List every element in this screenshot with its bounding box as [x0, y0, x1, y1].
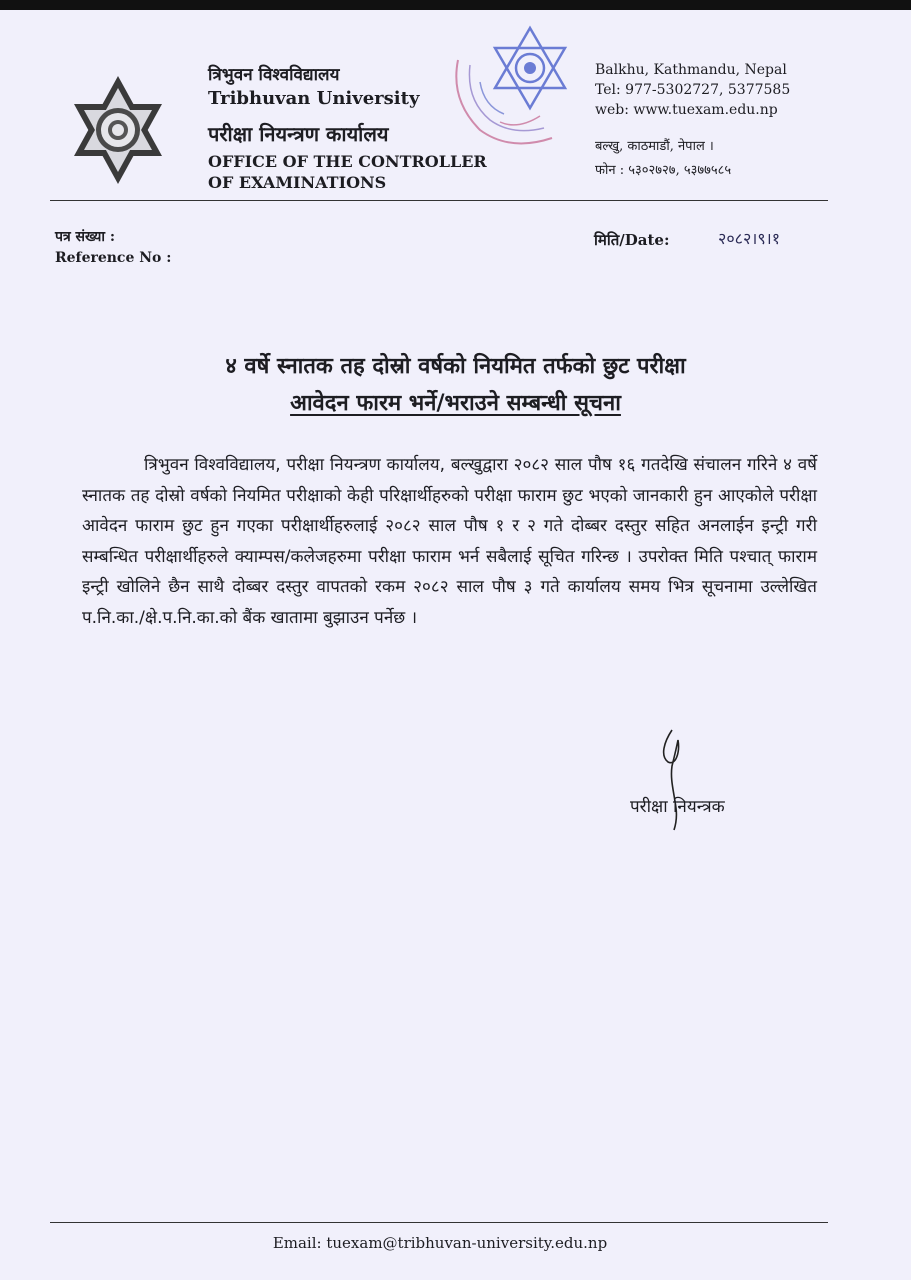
tribhuvan-university-logo-icon [70, 74, 166, 186]
date-label: मिति/Date: [594, 231, 670, 249]
office-name-en-line2: OF EXAMINATIONS [208, 173, 387, 192]
notice-title-line2-text: आवेदन फारम भर्ने/भराउने सम्बन्धी सूचना [290, 391, 621, 416]
university-name-np: त्रिभुवन विश्वविद्यालय [208, 65, 340, 85]
phone-np: फोन : ५३०२७२७, ५३७७५८५ [595, 163, 732, 178]
address-en: Balkhu, Kathmandu, Nepal [595, 62, 787, 78]
screen-top-bar [0, 0, 911, 10]
notice-title-line2 [0, 387, 911, 417]
university-name-en: Tribhuvan University [208, 88, 420, 109]
office-name-en-line1: OFFICE OF THE CONTROLLER [208, 152, 487, 171]
signatory-title: परीक्षा नियन्त्रक [630, 797, 725, 817]
website[interactable]: web: www.tuexam.edu.np [595, 102, 778, 118]
office-stamp-icon [440, 20, 580, 160]
footer-email[interactable]: Email: tuexam@tribhuvan-university.edu.np [272, 1234, 608, 1252]
reference-label-en: Reference No : [55, 250, 172, 266]
office-name-np: परीक्षा नियन्त्रण कार्यालय [208, 122, 389, 146]
notice-body: त्रिभुवन विश्वविद्यालय, परीक्षा नियन्त्रण कार्यालय, बल्खुद्वारा २०८२ साल पौष १६ गतदेखि संचालन गरिने ४ वर्षे स्नातक तह दोस्रो वर्षको नियमित परीक्षाको केही परिक्षार्थीहरुको परीक्षा फाराम छुट भएको जानकारी हुन आएकोले परीक्षा आवेदन फाराम छुट हुन गएका परीक्षार्थीहरुलाई २०८२ साल पौष १ र २ गते दोब्बर दस्तुर सहित अनलाईन इन्ट्री गरी सम्बन्धित परीक्षार्थीहरुले क्याम्पस/कलेजहरुमा परीक्षा फाराम भर्न सबैलाई सूचित गरिन्छ । उपरोक्त मिति पश्चात् फाराम इन्ट्री खोलिने छैन साथै दोब्बर दस्तुर वापतको रकम २०८२ साल पौष ३ गते कार्यालय समय भित्र सूचनामा उल्लेखित प.नि.का./क्षे.प.नि.का.को बैंक खातामा बुझाउन पर्नेछ । [82, 455, 817, 628]
notice-document [0, 10, 911, 1280]
footer-divider [50, 1222, 828, 1223]
date-value: २०८२।९।१ [718, 229, 781, 248]
telephone-en: Tel: 977-5302727, 5377585 [595, 82, 791, 98]
header-divider [50, 200, 828, 201]
reference-label-np: पत्र संख्या : [55, 229, 115, 245]
notice-title-line1: ४ वर्षे स्नातक तह दोस्रो वर्षको नियमित तर्फको छुट परीक्षा [225, 354, 686, 379]
address-np: बल्खु, काठमाडौं, नेपाल । [595, 139, 714, 154]
